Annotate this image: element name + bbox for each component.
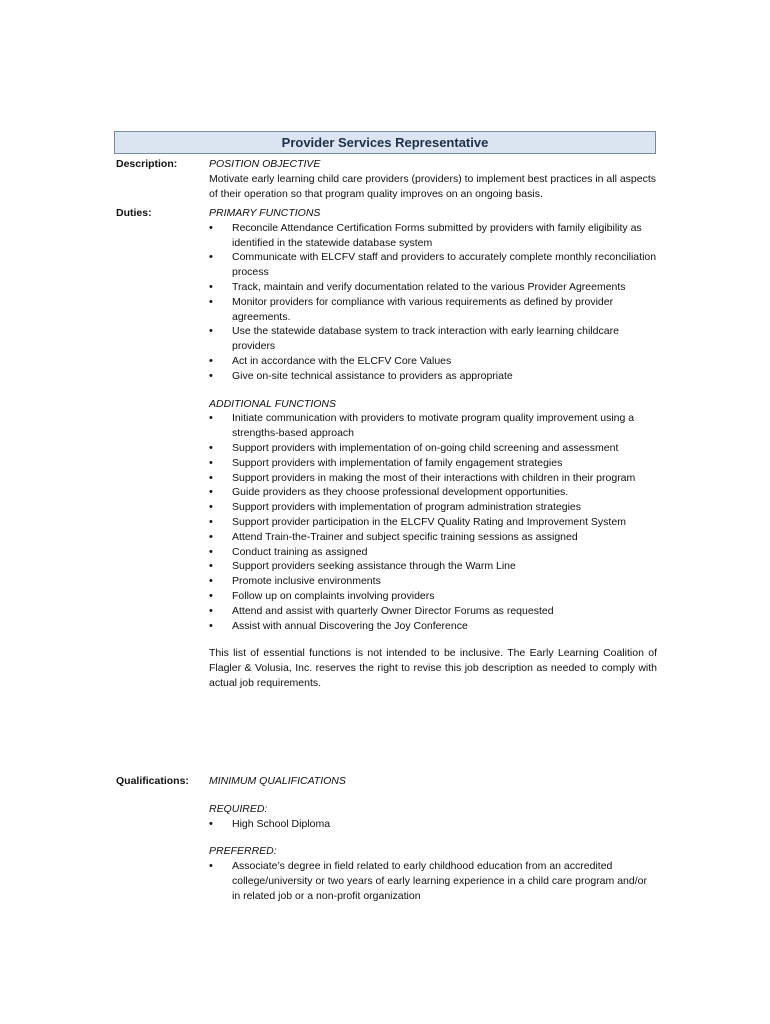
list-item: • Monitor providers for compliance with various requirements as defined by provider agreements. (209, 295, 657, 325)
list-item: • Initiate communication with providers to motivate program quality improvement using a strengths-based approach (209, 411, 657, 441)
description-label: Description: (116, 158, 178, 170)
duties-label: Duties: (116, 207, 152, 219)
list-item: • Associate’s degree in field related to early childhood education from an accredited college/university or two years of early learning experience in a child care program and/or in related job or a non-profit organization (209, 859, 657, 903)
list-item: • Support providers with implementation of family engagement strategies (209, 456, 657, 471)
duties-section (209, 206, 657, 691)
list-item: • Act in accordance with the ELCFV Core Values (209, 354, 657, 369)
list-item: • Attend and assist with quarterly Owner Director Forums as requested (209, 604, 657, 619)
minimum-qualifications-heading: MINIMUM QUALIFICATIONS (209, 775, 346, 787)
list-item: • Follow up on complaints involving providers (209, 589, 657, 604)
list-item: • Track, maintain and verify documentation related to the various Provider Agreements (209, 280, 657, 295)
primary-functions-heading: PRIMARY FUNCTIONS (209, 207, 321, 219)
preferred-heading: PREFERRED: (209, 845, 277, 858)
required-heading: REQUIRED: (209, 802, 268, 815)
position-objective-heading: POSITION OBJECTIVE (209, 158, 321, 170)
additional-functions-heading: ADDITIONAL FUNCTIONS (209, 397, 336, 410)
list-item: • Support providers seeking assistance through the Warm Line (209, 559, 657, 574)
required-list (209, 817, 657, 832)
document-title: Provider Services Representative (114, 131, 656, 154)
list-item: • Support providers in making the most of their interactions with children in their program (209, 471, 657, 486)
list-item: • Give on-site technical assistance to providers as appropriate (209, 369, 657, 384)
position-objective-text: Motivate early learning child care providers (providers) to implement best practices in all aspects of their operation so that program quality improves on an ongoing basis. (209, 172, 657, 200)
list-item: • Conduct training as assigned (209, 545, 657, 560)
qualifications-label: Qualifications: (116, 775, 189, 787)
list-item: • Support providers with implementation of on-going child screening and assessment (209, 441, 657, 456)
list-item: • Guide providers as they choose professional development opportunities. (209, 485, 657, 500)
disclaimer-paragraph: This list of essential functions is not intended to be inclusive. The Early Learning Coalition of Flagler & Volusia, Inc. reserves the right to revise this job description as needed to comply with actual job requirements. (209, 647, 657, 689)
list-item: • Attend Train-the-Trainer and subject specific training sessions as assigned (209, 530, 657, 545)
primary-functions-list (209, 221, 657, 384)
additional-functions-list (209, 411, 657, 633)
list-item: • High School Diploma (209, 817, 657, 832)
qualifications-section (209, 774, 657, 904)
list-item: • Use the statewide database system to track interaction with early learning childcare providers (209, 324, 657, 354)
list-item: • Reconcile Attendance Certification Forms submitted by providers with family eligibility as identified in the statewide database system (209, 221, 657, 251)
list-item: • Promote inclusive environments (209, 574, 657, 589)
list-item: • Support providers with implementation of program administration strategies (209, 500, 657, 515)
description-section (209, 157, 657, 201)
list-item: • Assist with annual Discovering the Joy Conference (209, 619, 657, 634)
list-item: • Communicate with ELCFV staff and providers to accurately complete monthly reconciliation process (209, 250, 657, 280)
list-item: • Support provider participation in the ELCFV Quality Rating and Improvement System (209, 515, 657, 530)
preferred-list (209, 859, 657, 903)
